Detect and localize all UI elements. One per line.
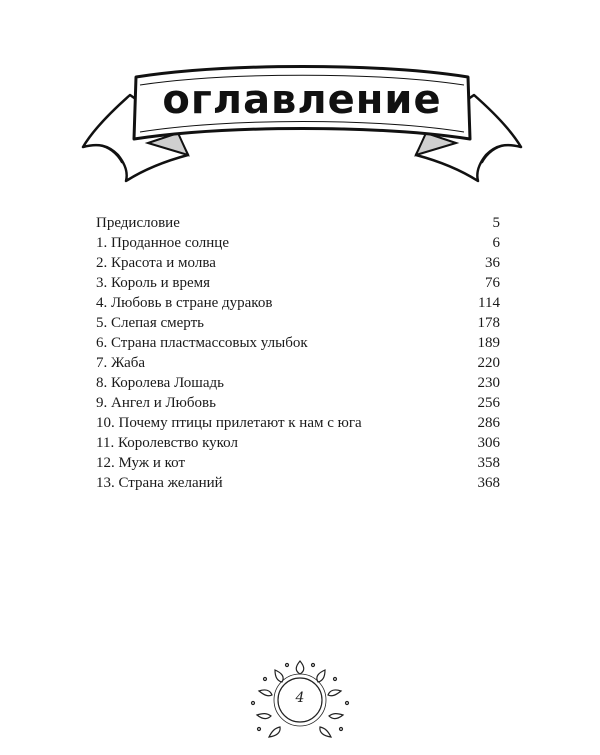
toc-entry-title: 12. Муж и кот <box>96 455 186 471</box>
toc-entry <box>96 353 500 373</box>
toc-entry-page: 256 <box>477 395 500 411</box>
toc-entry <box>96 233 500 253</box>
toc-entry-title: 5. Слепая смерть <box>96 315 204 331</box>
toc-entry-page: 306 <box>477 435 500 451</box>
toc-entry <box>96 373 500 393</box>
toc-entry <box>96 333 500 353</box>
toc-entry-title: 6. Страна пластмассовых улыбок <box>96 335 308 351</box>
toc-entry <box>96 293 500 313</box>
toc-entry-page: 230 <box>477 375 500 391</box>
toc-entry <box>96 413 500 433</box>
toc-entry <box>96 393 500 413</box>
toc-entry-title: 1. Проданное солнце <box>96 235 229 251</box>
toc-entry-title: 9. Ангел и Любовь <box>96 395 216 411</box>
toc-entry <box>96 453 500 473</box>
toc-entry-page: 358 <box>477 455 500 471</box>
toc-entry-title: 7. Жаба <box>96 355 146 371</box>
toc-entry-title: 4. Любовь в стране дураков <box>96 295 273 311</box>
toc-entry-page: 76 <box>485 275 500 291</box>
toc-entry-title: Предисловие <box>96 215 180 231</box>
page-number-ornament <box>245 655 355 750</box>
page-title: оглавление <box>162 77 442 123</box>
toc-entry-page: 189 <box>477 335 500 351</box>
toc-entry-page: 114 <box>478 295 500 311</box>
page-number: 4 <box>295 690 305 706</box>
toc-entry-page: 36 <box>485 255 500 271</box>
toc-entry-page: 368 <box>477 475 500 491</box>
toc-entry <box>96 273 500 293</box>
toc-entry <box>96 253 500 273</box>
toc-entry-page: 220 <box>477 355 500 371</box>
toc-entry-page: 178 <box>477 315 500 331</box>
toc-entry <box>96 433 500 453</box>
toc-entry-title: 11. Королевство кукол <box>96 435 238 451</box>
table-of-contents <box>96 213 500 493</box>
toc-entry-page: 286 <box>477 415 500 431</box>
toc-entry-page: 5 <box>492 215 500 231</box>
toc-entry <box>96 473 500 493</box>
toc-entry-title: 13. Страна желаний <box>96 475 223 491</box>
toc-entry <box>96 313 500 333</box>
toc-entry-title: 10. Почему птицы прилетают к нам с юга <box>96 415 362 431</box>
toc-entry-title: 8. Королева Лошадь <box>96 375 224 391</box>
toc-entry-title: 3. Король и время <box>96 275 211 291</box>
title-banner <box>78 55 526 185</box>
toc-entry <box>96 213 500 233</box>
toc-entry-title: 2. Красота и молва <box>96 255 216 271</box>
toc-entry-page: 6 <box>492 235 500 251</box>
